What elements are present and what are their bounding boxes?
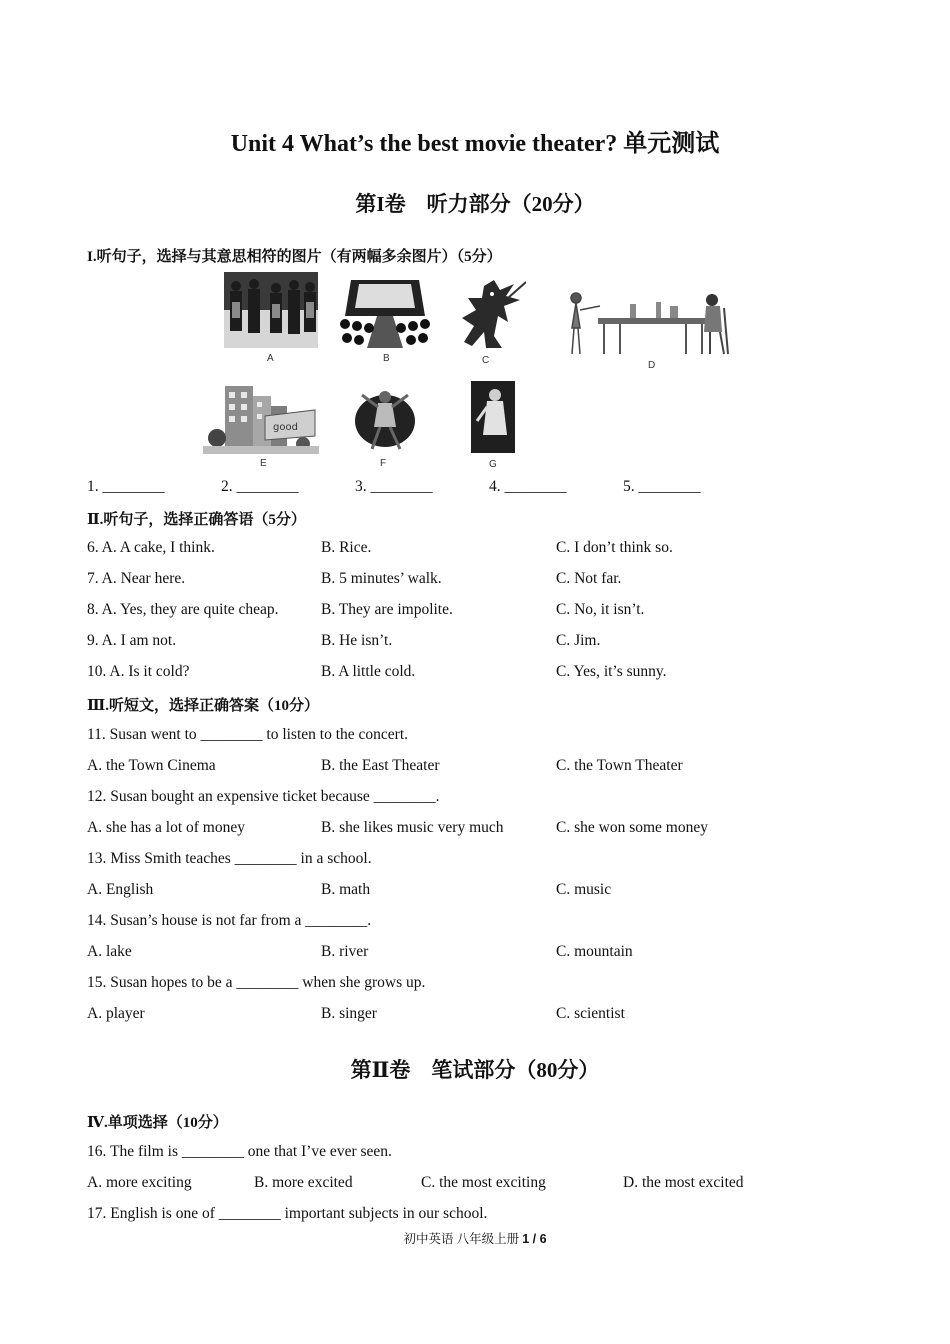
page-footer [0,1229,950,1247]
page-number: 1 / 6 [522,1232,547,1246]
q11-option-c: C. the Town Theater [556,757,683,774]
q14-option-b: B. river [321,943,369,960]
picture-label-g: G [489,459,497,470]
picture-label-e: E [260,458,267,469]
blank-3[interactable]: 3. ________ [355,478,433,495]
picture-b-theater [337,276,433,348]
q17-stem: 17. English is one of ________ important subjects in our school. [87,1205,488,1222]
section2-heading: Ⅱ.听句子，选择正确答语（5分） [87,512,306,528]
picture-d-restaurant [560,288,738,356]
q12-option-b: B. she likes music very much [321,819,504,836]
footer-text: 初中英语 八年级上册 [403,1232,520,1246]
picture-e-buildings [203,380,319,454]
picture-label-a: A [267,353,274,364]
picture-g-figure [471,381,515,453]
q13-option-a: A. English [87,881,154,898]
q8-option-c: C. No, it isn’t. [556,601,645,618]
blank-1[interactable]: 1. ________ [87,478,165,495]
q14-option-a: A. lake [87,943,132,960]
q11-stem: 11. Susan went to ________ to listen to the concert. [87,726,409,743]
part2-title: 第Ⅱ卷 笔试部分（80分） [350,1058,600,1082]
q7-option-b: B. 5 minutes’ walk. [321,570,442,587]
q8-option-b: B. They are impolite. [321,601,453,618]
section1-heading: I.听句子，选择与其意思相符的图片（有两幅多余图片）（5分） [87,249,502,265]
q15-stem: 15. Susan hopes to be a ________ when she grows up. [87,974,426,991]
q9-option-a: 9. A. I am not. [87,632,177,649]
blank-2[interactable]: 2. ________ [221,478,299,495]
q8-option-a: 8. A. Yes, they are quite cheap. [87,601,279,618]
q10-option-c: C. Yes, it’s sunny. [556,663,667,680]
picture-label-b: B [383,353,390,364]
q15-option-b: B. singer [321,1005,377,1022]
q14-option-c: C. mountain [556,943,633,960]
section4-heading: Ⅳ.单项选择（10分） [87,1115,228,1131]
picture-c-monster [454,276,526,350]
q6-option-a: 6. A. A cake, I think. [87,539,215,556]
q7-option-c: C. Not far. [556,570,622,587]
blank-5[interactable]: 5. ________ [623,478,701,495]
section3-heading: Ⅲ.听短文，选择正确答案（10分） [87,698,320,714]
q16-stem: 16. The film is ________ one that I’ve ever seen. [87,1143,392,1160]
q9-option-b: B. He isn’t. [321,632,393,649]
q13-option-c: C. music [556,881,612,898]
q15-option-a: A. player [87,1005,145,1022]
q16-option-a: A. more exciting [87,1174,192,1191]
q13-stem: 13. Miss Smith teaches ________ in a school. [87,850,372,867]
q11-option-a: A. the Town Cinema [87,757,216,774]
q12-option-c: C. she won some money [556,819,708,836]
q14-stem: 14. Susan’s house is not far from a ________. [87,912,372,929]
q7-option-a: 7. A. Near here. [87,570,186,587]
q12-stem: 12. Susan bought an expensive ticket because ________. [87,788,440,805]
picture-label-c: C [482,355,490,366]
q6-option-c: C. I don’t think so. [556,539,673,556]
q10-option-a: 10. A. Is it cold? [87,663,190,680]
picture-label-f: F [380,458,387,469]
q10-option-b: B. A little cold. [321,663,416,680]
picture-label-d: D [648,360,656,371]
part1-title: 第I卷 听力部分（20分） [355,192,595,216]
q16-option-b: B. more excited [254,1174,353,1191]
page-title: Unit 4 What’s the best movie theater? 单元测试 [230,131,720,157]
picture-f-dancer [352,383,418,453]
q16-option-d: D. the most excited [623,1174,744,1191]
svg-text:good: good [273,422,298,433]
q11-option-b: B. the East Theater [321,757,440,774]
picture-a-people [224,272,318,348]
q15-option-c: C. scientist [556,1005,625,1022]
q13-option-b: B. math [321,881,371,898]
q6-option-b: B. Rice. [321,539,372,556]
blank-4[interactable]: 4. ________ [489,478,567,495]
q9-option-c: C. Jim. [556,632,601,649]
q12-option-a: A. she has a lot of money [87,819,245,836]
q16-option-c: C. the most exciting [421,1174,546,1191]
